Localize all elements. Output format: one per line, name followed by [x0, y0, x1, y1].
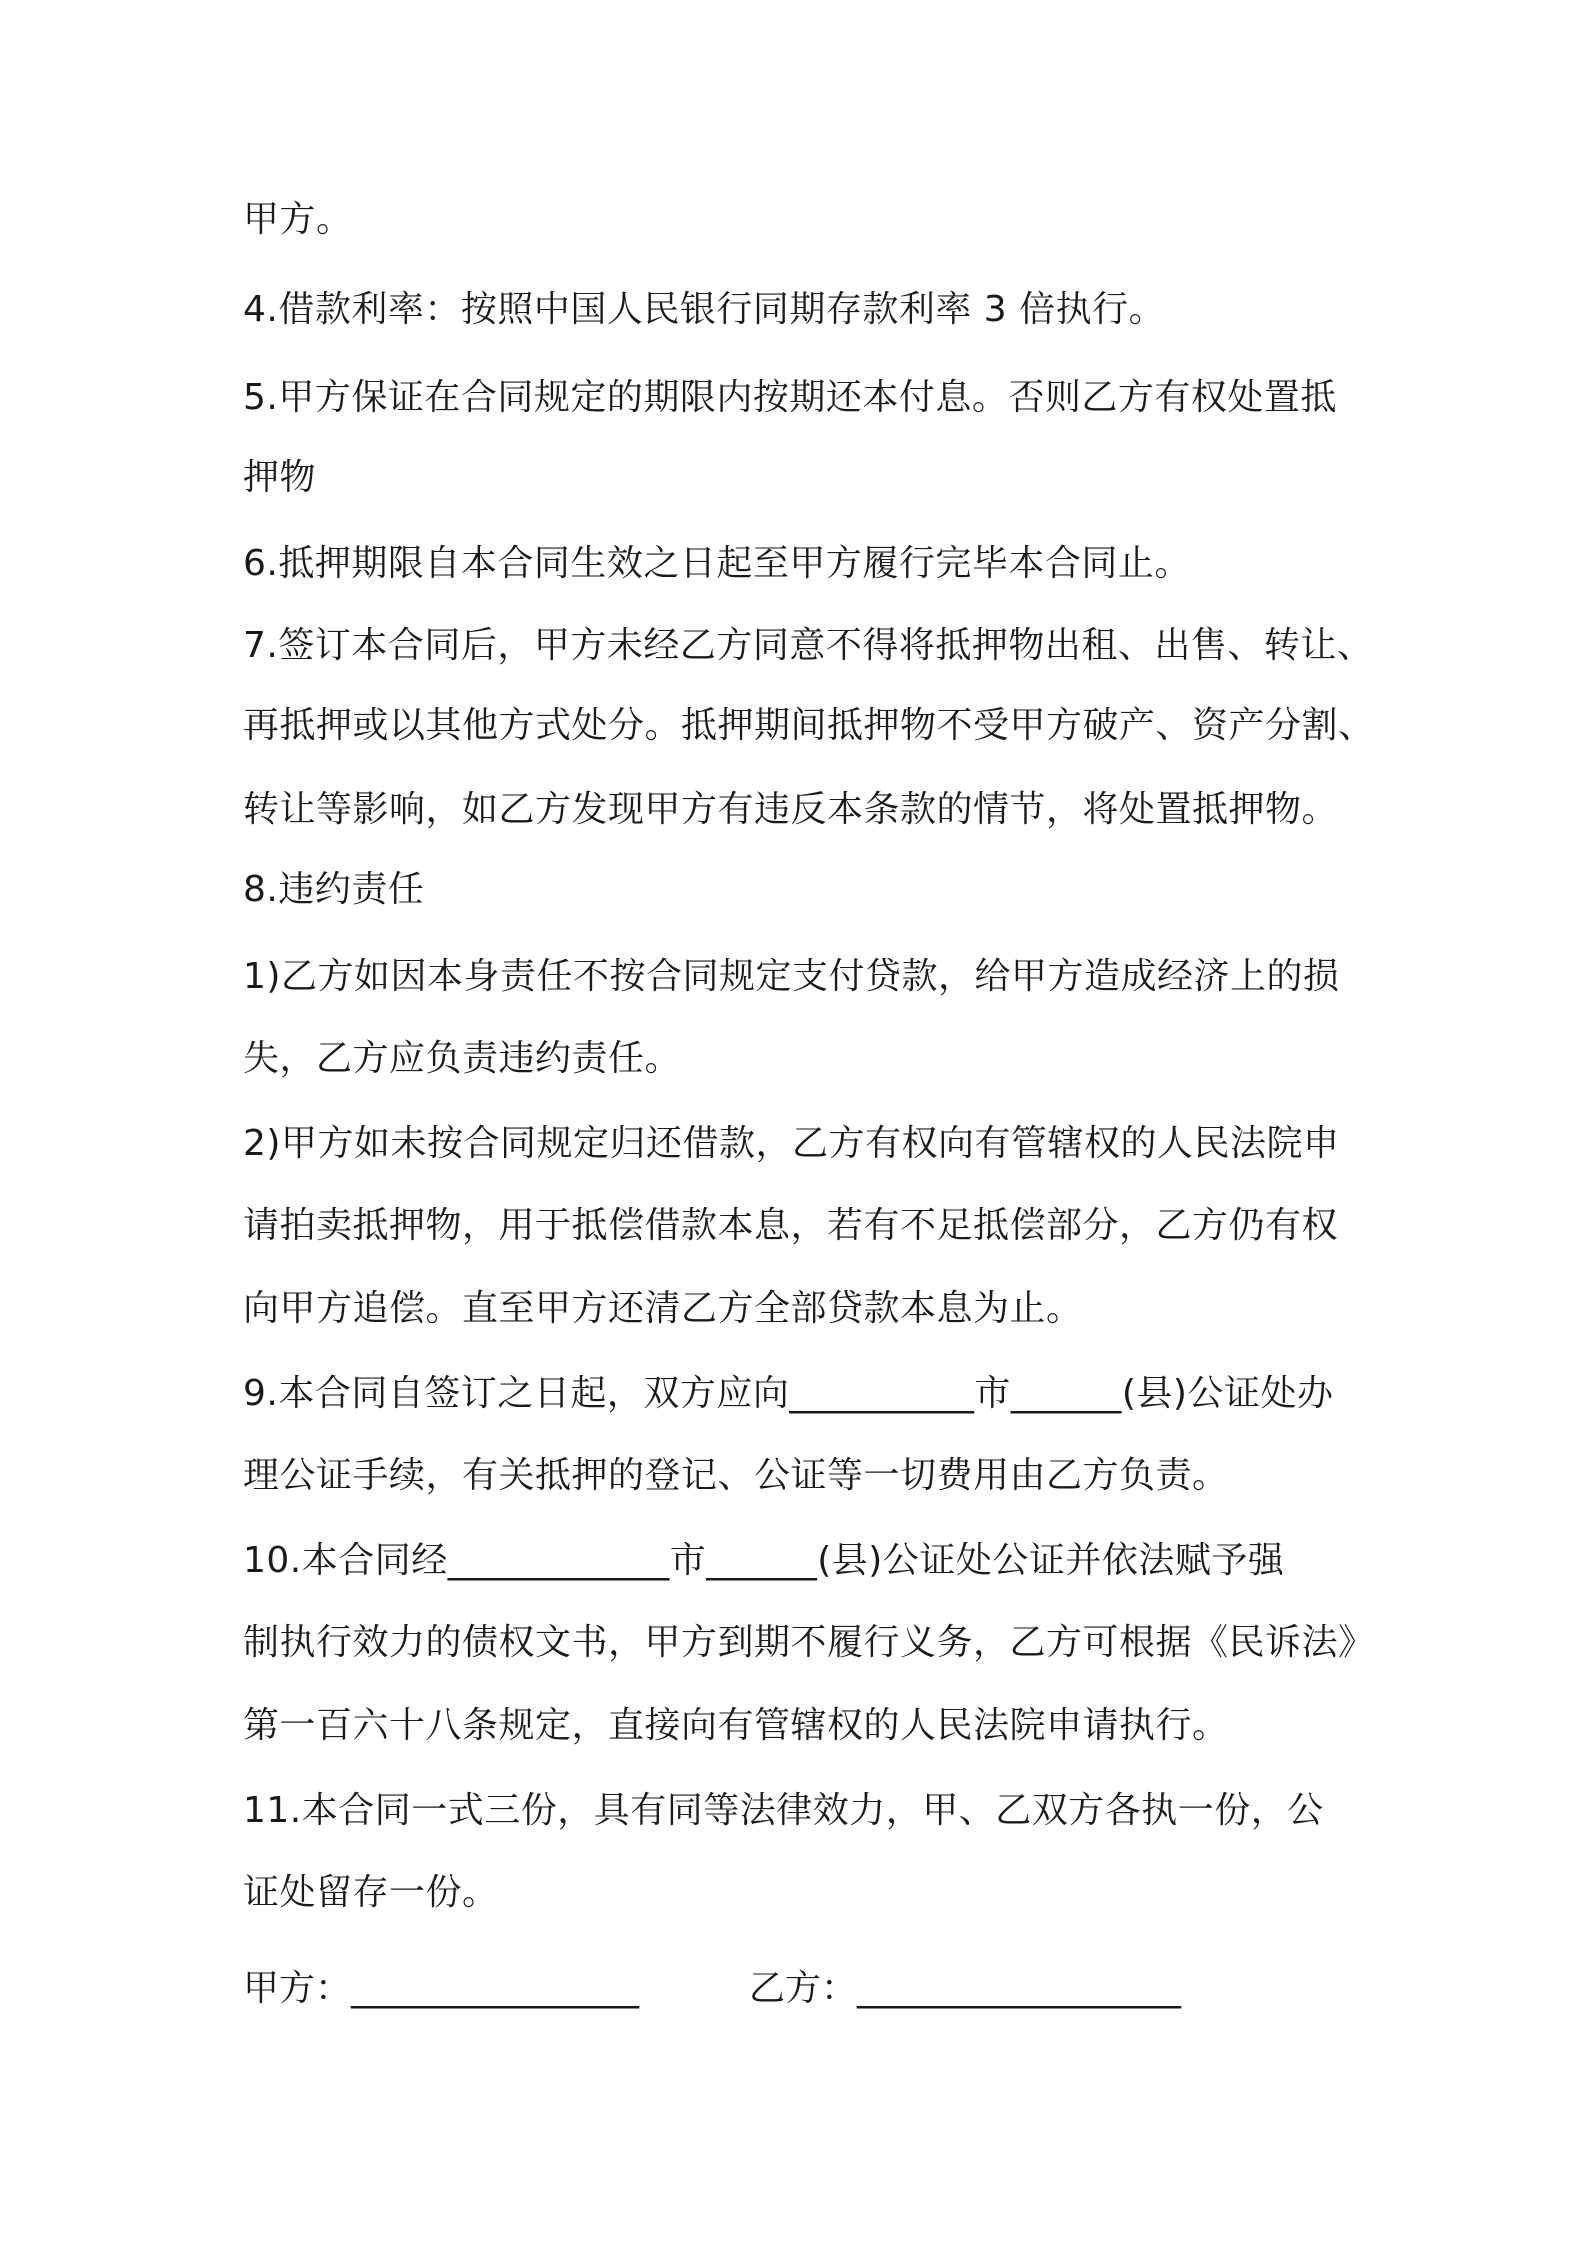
text-line: 甲方。 [243, 199, 353, 240]
text-line: 证处留存一份。 [243, 1872, 499, 1913]
text-line: 理公证手续，有关抵押的登记、公证等一切费用由乙方负责。 [243, 1455, 1229, 1496]
signature-row [243, 1965, 1343, 2013]
text-line: 5.甲方保证在合同规定的期限内按期还本付息。否则乙方有权处置抵 [243, 377, 1337, 418]
text-line: 2)甲方如未按合同规定归还借款，乙方有权向有管辖权的人民法院申 [243, 1123, 1340, 1164]
text-line: 制执行效力的债权文书，甲方到期不履行义务，乙方可根据《民诉法》 [243, 1622, 1375, 1663]
text-line: 押物 [243, 457, 317, 498]
text-line: 11.本合同一式三份，具有同等法律效力，甲、乙双方各执一份，公 [243, 1790, 1324, 1831]
text-line: 4.借款利率：按照中国人民银行同期存款利率 3 倍执行。 [243, 289, 1166, 330]
text-line: 9.本合同自签订之日起，双方应向__________市______(县)公证处办 [243, 1373, 1334, 1414]
text-line: 10.本合同经____________市______(县)公证处公证并依法赋予强 [243, 1540, 1285, 1581]
text-line: 8.违约责任 [243, 869, 425, 910]
text-line: 请拍卖抵押物，用于抵偿借款本息，若有不足抵偿部分，乙方仍有权 [243, 1205, 1339, 1246]
text-line: 6.抵押期限自本合同生效之日起至甲方履行完毕本合同止。 [243, 543, 1191, 584]
party-a-signature: 甲方：________________ [243, 1968, 640, 2009]
text-line: 向甲方追偿。直至甲方还清乙方全部贷款本息为止。 [243, 1288, 1083, 1329]
party-b-signature: 乙方：__________________ [749, 1968, 1182, 2009]
text-line: 7.签订本合同后，甲方未经乙方同意不得将抵押物出租、出售、转让、 [243, 625, 1374, 666]
text-line: 再抵押或以其他方式处分。抵押期间抵押物不受甲方破产、资产分割、 [243, 705, 1375, 746]
text-line: 转让等影响，如乙方发现甲方有违反本条款的情节，将处置抵押物。 [243, 789, 1339, 830]
text-line: 第一百六十八条规定，直接向有管辖权的人民法院申请执行。 [243, 1705, 1229, 1746]
text-line: 失，乙方应负责违约责任。 [243, 1038, 682, 1079]
text-line: 1)乙方如因本身责任不按合同规定支付贷款，给甲方造成经济上的损 [243, 956, 1340, 997]
